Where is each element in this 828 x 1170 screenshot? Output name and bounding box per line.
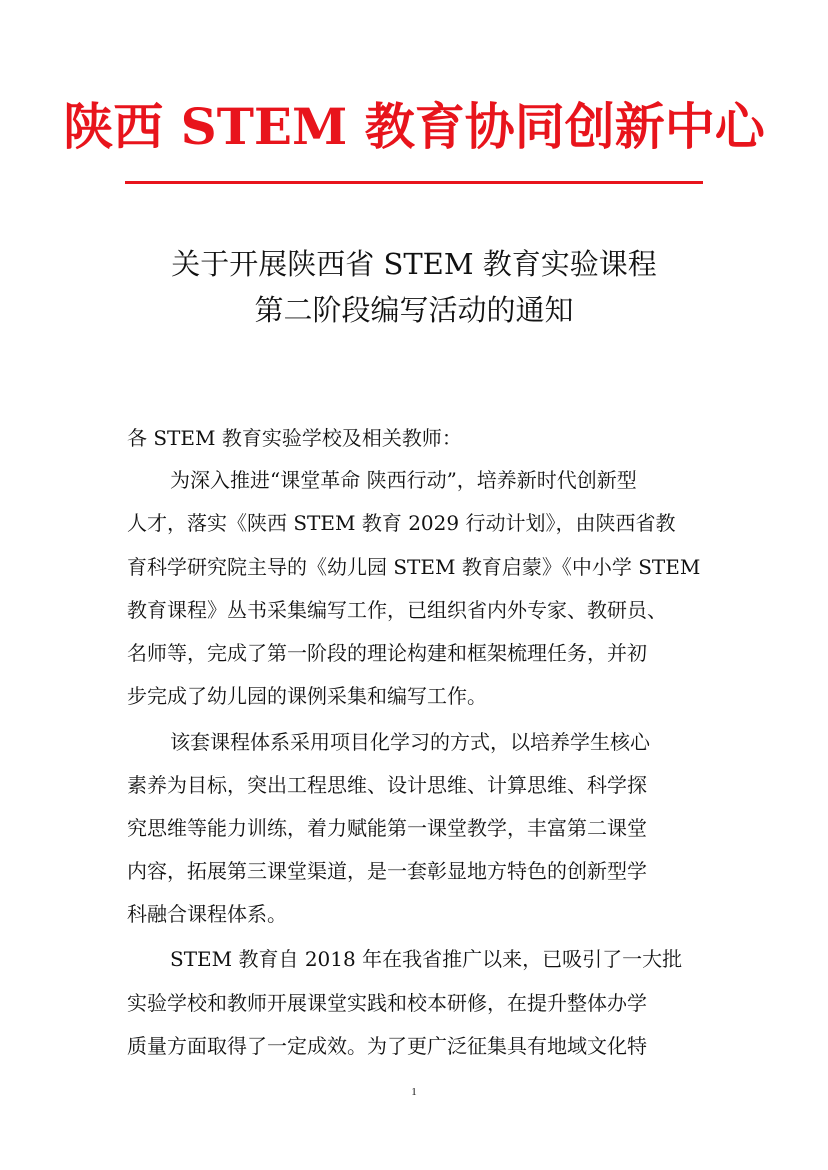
notice-title-line-2: 第二阶段编写活动的通知 <box>254 293 574 327</box>
paragraph-1-line: 步完成了幼儿园的课例采集和编写工作。 <box>127 684 487 708</box>
paragraph-3-line: 质量方面取得了一定成效。为了更广泛征集具有地域文化特 <box>127 1034 647 1058</box>
paragraph-1-line: 育科学研究院主导的《幼儿园 STEM 教育启蒙》《中小学 STEM <box>127 555 701 579</box>
paragraph-1-line: 名师等，完成了第一阶段的理论构建和框架梳理任务，并初 <box>127 641 647 665</box>
paragraph-1-line: 人才，落实《陕西 STEM 教育 2029 行动计划》，由陕西省教 <box>127 511 676 535</box>
notice-title-line-1: 关于开展陕西省 STEM 教育实验课程 <box>171 247 657 281</box>
red-divider-line <box>125 181 703 184</box>
paragraph-2-line: 素养为目标，突出工程思维、设计思维、计算思维、科学探 <box>127 773 647 797</box>
organization-header: 陕西 STEM 教育协同创新中心 <box>63 97 765 156</box>
paragraph-3-line: 实验学校和教师开展课堂实践和校本研修，在提升整体办学 <box>127 991 647 1015</box>
paragraph-1-line: 为深入推进“课堂革命 陕西行动”，培养新时代创新型 <box>170 468 637 492</box>
page-number: 1 <box>411 1086 417 1098</box>
paragraph-3-line: STEM 教育自 2018 年在我省推广以来，已吸引了一大批 <box>170 947 683 971</box>
paragraph-2-line: 内容，拓展第三课堂渠道，是一套彰显地方特色的创新型学 <box>127 859 647 883</box>
paragraph-2-line: 究思维等能力训练，着力赋能第一课堂教学，丰富第二课堂 <box>127 816 647 840</box>
salutation: 各 STEM 教育实验学校及相关教师： <box>127 426 462 450</box>
paragraph-2-line: 该套课程体系采用项目化学习的方式，以培养学生核心 <box>170 730 650 754</box>
paragraph-1-line: 教育课程》丛书采集编写工作，已组织省内外专家、教研员、 <box>127 598 667 622</box>
paragraph-2-line: 科融合课程体系。 <box>127 902 287 926</box>
